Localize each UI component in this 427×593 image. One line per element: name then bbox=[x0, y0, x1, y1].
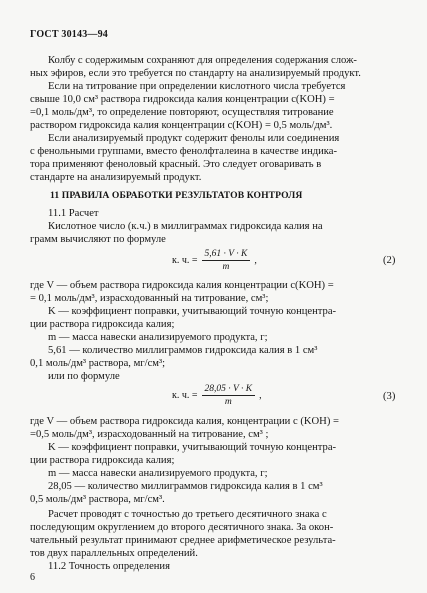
text-line: ции раствора гидроксида калия; bbox=[30, 455, 175, 466]
text-line: 28,05 — количество миллиграммов гидроксида калия в 1 см³ bbox=[48, 481, 323, 492]
formula-tail: , bbox=[259, 390, 262, 401]
equation-number: (2) bbox=[383, 255, 396, 266]
text-line: где V — объем раствора гидроксида калия, концентрации c (KOH) = bbox=[30, 416, 339, 427]
text-line: свыше 10,0 см³ раствора гидроксида калия концентрации c(KOH) = bbox=[30, 94, 335, 105]
formula-denominator: m bbox=[222, 262, 230, 272]
text-line: 5,61 — количество миллиграммов гидроксида калия в 1 см³ bbox=[48, 345, 318, 356]
formula-numerator: 5,61 · V · K bbox=[202, 249, 251, 261]
formula-fraction bbox=[202, 249, 251, 272]
text-line: m — масса навески анализируемого продукта, г; bbox=[48, 468, 268, 479]
text-line: K — коэффициент поправки, учитывающий точную концентра- bbox=[48, 442, 337, 453]
final-paragraph bbox=[30, 508, 400, 573]
equation-number: (3) bbox=[383, 391, 396, 402]
text-line: грамм вычисляют по формуле bbox=[30, 234, 166, 245]
text-line: ных эфиров, если это требуется по стандарту на анализируемый продукт. bbox=[30, 68, 361, 79]
text-line: ции раствора гидроксида калия; bbox=[30, 319, 175, 330]
text-line: = 0,1 моль/дм³, израсходованный на титрование, см³; bbox=[30, 293, 269, 304]
text-line: где V — объем раствора гидроксида калия концентрации c(KOH) = bbox=[30, 280, 334, 291]
formula-2 bbox=[172, 249, 257, 272]
where-block-1 bbox=[30, 279, 400, 383]
text-line: 0,5 моль/дм³ раствора, мг/см³. bbox=[30, 494, 165, 505]
text-line: чательный результат принимают среднее арифметическое результа- bbox=[30, 535, 336, 546]
text-line: с фенольными группами, вместо фенолфталеина в качестве индика- bbox=[30, 146, 338, 157]
formula-fraction bbox=[202, 384, 256, 407]
text-line: Кислотное число (к.ч.) в миллиграммах гидроксида калия на bbox=[48, 221, 323, 232]
text-line: или по формуле bbox=[48, 371, 120, 382]
text-line: Расчет проводят с точностью до третьего десятичного знака с bbox=[48, 509, 327, 520]
subsection-block-1 bbox=[30, 207, 400, 246]
text-line: K — коэффициент поправки, учитывающий точную концентра- bbox=[48, 306, 337, 317]
formula-lhs: к. ч. = bbox=[172, 390, 198, 401]
text-line: тов двух параллельных определений. bbox=[30, 548, 198, 559]
text-line: Если на титрование при определении кислотного числа требуется bbox=[48, 81, 346, 92]
subsection-title: 11.2 Точность определения bbox=[48, 561, 170, 572]
text-line: Колбу с содержимым сохраняют для определения содержания слож- bbox=[48, 55, 357, 66]
formula-3 bbox=[172, 384, 262, 407]
formula-tail: , bbox=[254, 255, 257, 266]
section-title: 11 ПРАВИЛА ОБРАБОТКИ РЕЗУЛЬТАТОВ КОНТРОЛЯ bbox=[50, 190, 303, 201]
text-line: =0,1 моль/дм³, то определение повторяют, осуществляя титрование bbox=[30, 107, 334, 118]
text-line: 0,1 моль/дм³ раствора, мг/см³; bbox=[30, 358, 166, 369]
text-line: последующим округлением до второго десятичного знака. За окон- bbox=[30, 522, 334, 533]
where-block-2 bbox=[30, 415, 400, 506]
subsection-title: 11.1 Расчет bbox=[48, 208, 99, 219]
text-line: Если анализируемый продукт содержит фенолы или соединения bbox=[48, 133, 340, 144]
page-number: 6 bbox=[30, 572, 35, 583]
document-header: ГОСТ 30143—94 bbox=[30, 29, 109, 40]
text-line: стандарте на анализируемый продукт. bbox=[30, 172, 202, 183]
formula-numerator: 28,05 · V · K bbox=[202, 384, 256, 396]
text-line: =0,5 моль/дм³, израсходованный на титрование, см³ ; bbox=[30, 429, 269, 440]
formula-lhs: к. ч. = bbox=[172, 255, 198, 266]
top-text-block bbox=[30, 54, 400, 184]
text-line: m — масса навески анализируемого продукта, г; bbox=[48, 332, 268, 343]
text-line: тора применяют феноловый красный. Это следует оговаривать в bbox=[30, 159, 322, 170]
formula-denominator: m bbox=[224, 397, 232, 407]
text-line: раствором гидроксида калия концентрации c(KOH) = 0,5 моль/дм³. bbox=[30, 120, 333, 131]
